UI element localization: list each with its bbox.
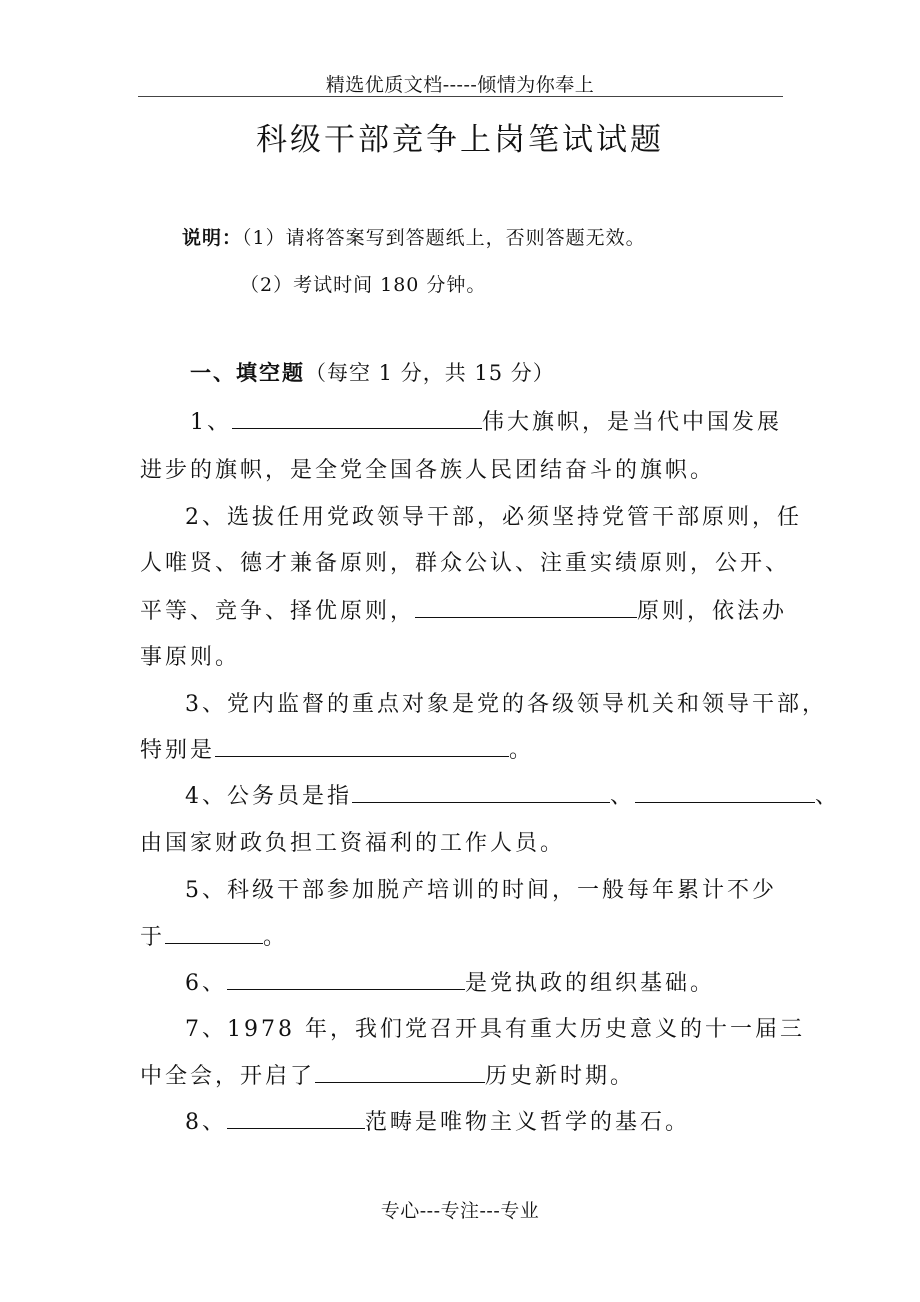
question-5-text-before: 于	[140, 925, 166, 950]
question-5-line-2	[140, 920, 288, 951]
question-3-text-after: 。	[509, 738, 535, 763]
question-3-line-2	[140, 733, 534, 764]
question-1-blank[interactable]	[232, 406, 482, 429]
question-5-text-after: 。	[263, 925, 289, 950]
instructions-line-1	[182, 223, 646, 250]
question-2-line-1: 2、选拔任用党政领导干部，必须坚持党管干部原则，任	[185, 505, 802, 530]
question-2-text-before: 平等、竞争、择优原则，	[140, 599, 416, 624]
question-1-line-2: 进步的旗帜，是全党全国各族人民团结奋斗的旗帜。	[140, 458, 716, 483]
question-4-line-2: 由国家财政负担工资福利的工作人员。	[140, 831, 566, 856]
question-7-text-after: 历史新时期。	[485, 1064, 636, 1089]
question-4-separator: 、	[610, 784, 636, 809]
page-header: 精选优质文档-----倾情为你奉上	[325, 74, 595, 96]
question-5-blank[interactable]	[165, 921, 263, 944]
instructions-label: 说明：	[182, 227, 243, 249]
question-6-line-1	[185, 966, 715, 997]
question-1-text: 伟大旗帜，是当代中国发展	[482, 410, 783, 435]
question-7-blank[interactable]	[315, 1060, 485, 1083]
question-7-text-before: 中全会，开启了	[140, 1064, 316, 1089]
page-footer: 专心---专注---专业	[380, 1200, 540, 1222]
question-2-text-after: 原则，依法办	[637, 599, 788, 624]
question-4-blank-1[interactable]	[352, 780, 610, 803]
question-2-blank[interactable]	[415, 595, 637, 618]
question-4-blank-2[interactable]	[635, 780, 815, 803]
question-5-line-1: 5、科级干部参加脱产培训的时间，一般每年累计不少	[185, 878, 777, 903]
instruction-item-1: （1）请将答案写到答题纸上，否则答题无效。	[242, 227, 646, 249]
question-4-text-after: 、	[815, 784, 841, 809]
question-1-number: 1、	[190, 410, 232, 435]
question-8-blank[interactable]	[227, 1106, 365, 1129]
question-6-number: 6、	[185, 971, 227, 996]
question-3-blank[interactable]	[215, 734, 509, 757]
question-8-number: 8、	[185, 1110, 227, 1135]
document-title: 科级干部竞争上岗笔试试题	[256, 122, 664, 158]
question-8-line-1	[185, 1105, 690, 1136]
question-4-line-1	[185, 779, 840, 810]
question-2-line-4: 事原则。	[140, 645, 241, 670]
question-4-text-before: 4、公务员是指	[185, 784, 352, 809]
question-6-blank[interactable]	[227, 967, 465, 990]
header-divider	[138, 96, 783, 97]
question-7-line-2	[140, 1059, 635, 1090]
question-2-line-3	[140, 594, 787, 625]
section-title: 一、填空题	[190, 361, 305, 385]
question-3-text-before: 特别是	[140, 738, 216, 763]
question-2-line-2: 人唯贤、德才兼备原则，群众公认、注重实绩原则，公开、	[140, 551, 791, 576]
instruction-item-2: （2）考试时间 180 分钟。	[240, 274, 487, 296]
section-scoring: （每空 1 分，共 15 分）	[305, 361, 555, 385]
question-3-line-1: 3、党内监督的重点对象是党的各级领导机关和领导干部，	[185, 692, 827, 717]
question-6-text: 是党执政的组织基础。	[465, 971, 716, 996]
question-7-line-1: 7、1978 年，我们党召开具有重大历史意义的十一届三	[185, 1017, 805, 1042]
section-heading	[190, 357, 555, 387]
question-1-line-1	[190, 405, 782, 436]
question-8-text: 范畴是唯物主义哲学的基石。	[365, 1110, 691, 1135]
